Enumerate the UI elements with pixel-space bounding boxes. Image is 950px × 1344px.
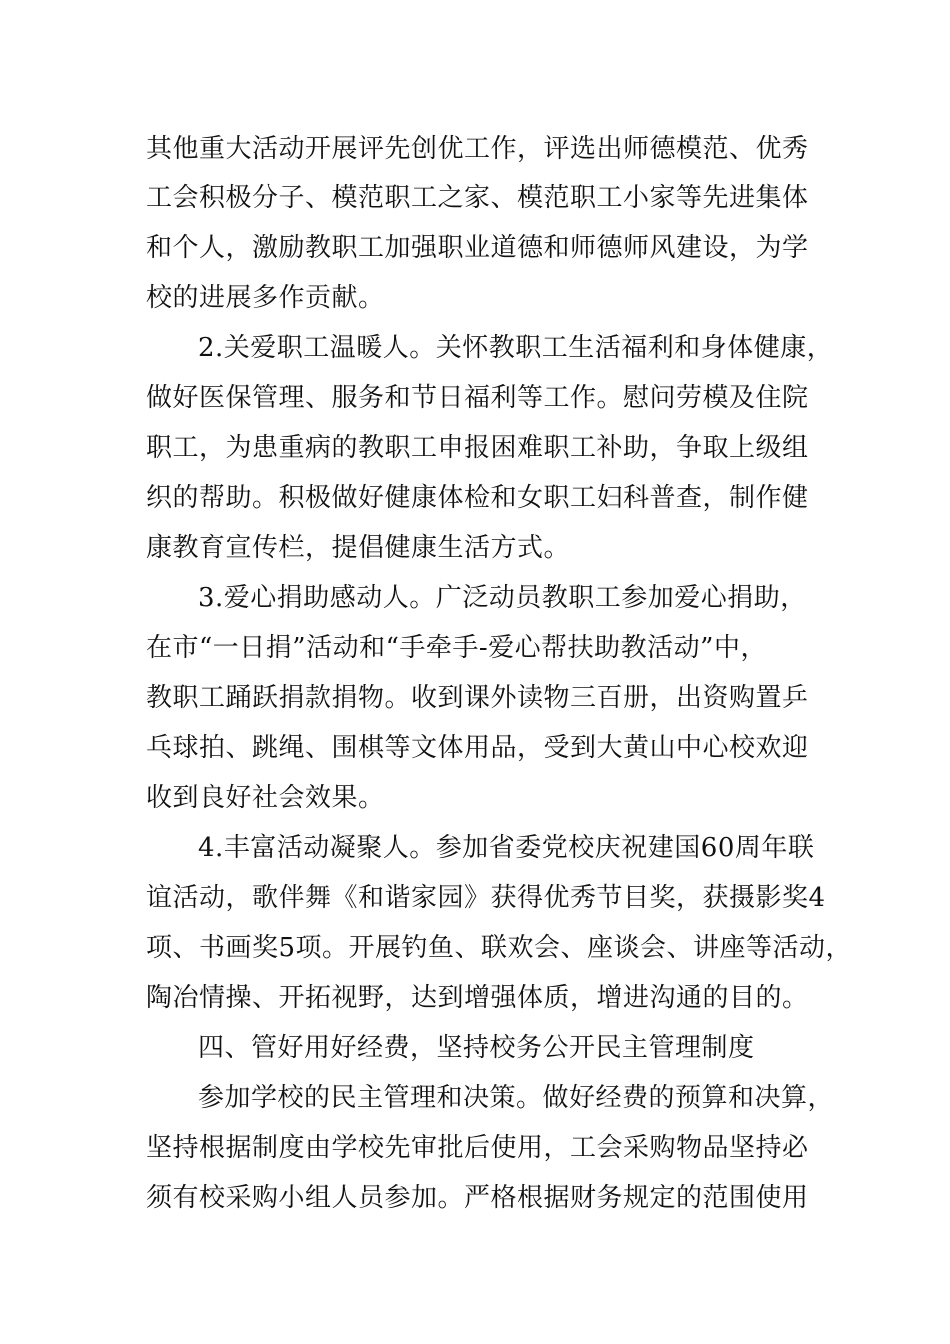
text-line-21: 坚持根据制度由学校先审批后使用，工会采购物品坚持必: [146, 1133, 809, 1163]
text-line-1: 其他重大活动开展评先创优工作，评选出师德模范、优秀: [146, 134, 809, 164]
text-line-13: 乓球拍、跳绳、围棋等文体用品，受到大黄山中心校欢迎: [146, 733, 809, 763]
text-line-4: 校的进展多作贡献。: [146, 283, 385, 313]
text-line-11: 在市“一日捐”活动和“手牵手-爱心帮扶助教活动”中，: [146, 633, 767, 663]
text-line-8: 织的帮助。积极做好健康体检和女职工妇科普查，制作健: [146, 483, 809, 513]
paragraph-2-line-1: 2.关爱职工温暖人。关怀教职工生活福利和身体健康，: [198, 333, 834, 363]
section-heading-four: 四、管好用好经费，坚持校务公开民主管理制度: [198, 1033, 755, 1063]
text-line-22: 须有校采购小组人员参加。严格根据财务规定的范围使用: [146, 1183, 809, 1213]
text-line-9: 康教育宣传栏，提倡健康生活方式。: [146, 533, 571, 563]
paragraph-5-line-1: 参加学校的民主管理和决策。做好经费的预算和决算，: [198, 1083, 835, 1113]
text-line-6: 做好医保管理、服务和节日福利等工作。慰问劳模及住院: [146, 383, 809, 413]
text-line-12: 教职工踊跃捐款捐物。收到课外读物三百册，出资购置乒: [146, 683, 809, 713]
text-line-7: 职工，为患重病的教职工申报困难职工补助，争取上级组: [146, 433, 809, 463]
text-line-18: 陶冶情操、开拓视野，达到增强体质，增进沟通的目的。: [146, 983, 809, 1013]
text-line-3: 和个人，激励教职工加强职业道德和师德师风建设，为学: [146, 233, 809, 263]
text-line-2: 工会积极分子、模范职工之家、模范职工小家等先进集体: [146, 183, 809, 213]
text-line-16: 谊活动，歌伴舞《和谐家园》获得优秀节目奖，获摄影奖4: [146, 883, 826, 913]
paragraph-3-line-1: 3.爱心捐助感动人。广泛动员教职工参加爱心捐助，: [198, 583, 807, 613]
text-line-17: 项、书画奖5项。开展钓鱼、联欢会、座谈会、讲座等活动，: [146, 933, 853, 963]
paragraph-4-line-1: 4.丰富活动凝聚人。参加省委党校庆祝建国60周年联: [198, 833, 815, 863]
text-line-14: 收到良好社会效果。: [146, 783, 385, 813]
